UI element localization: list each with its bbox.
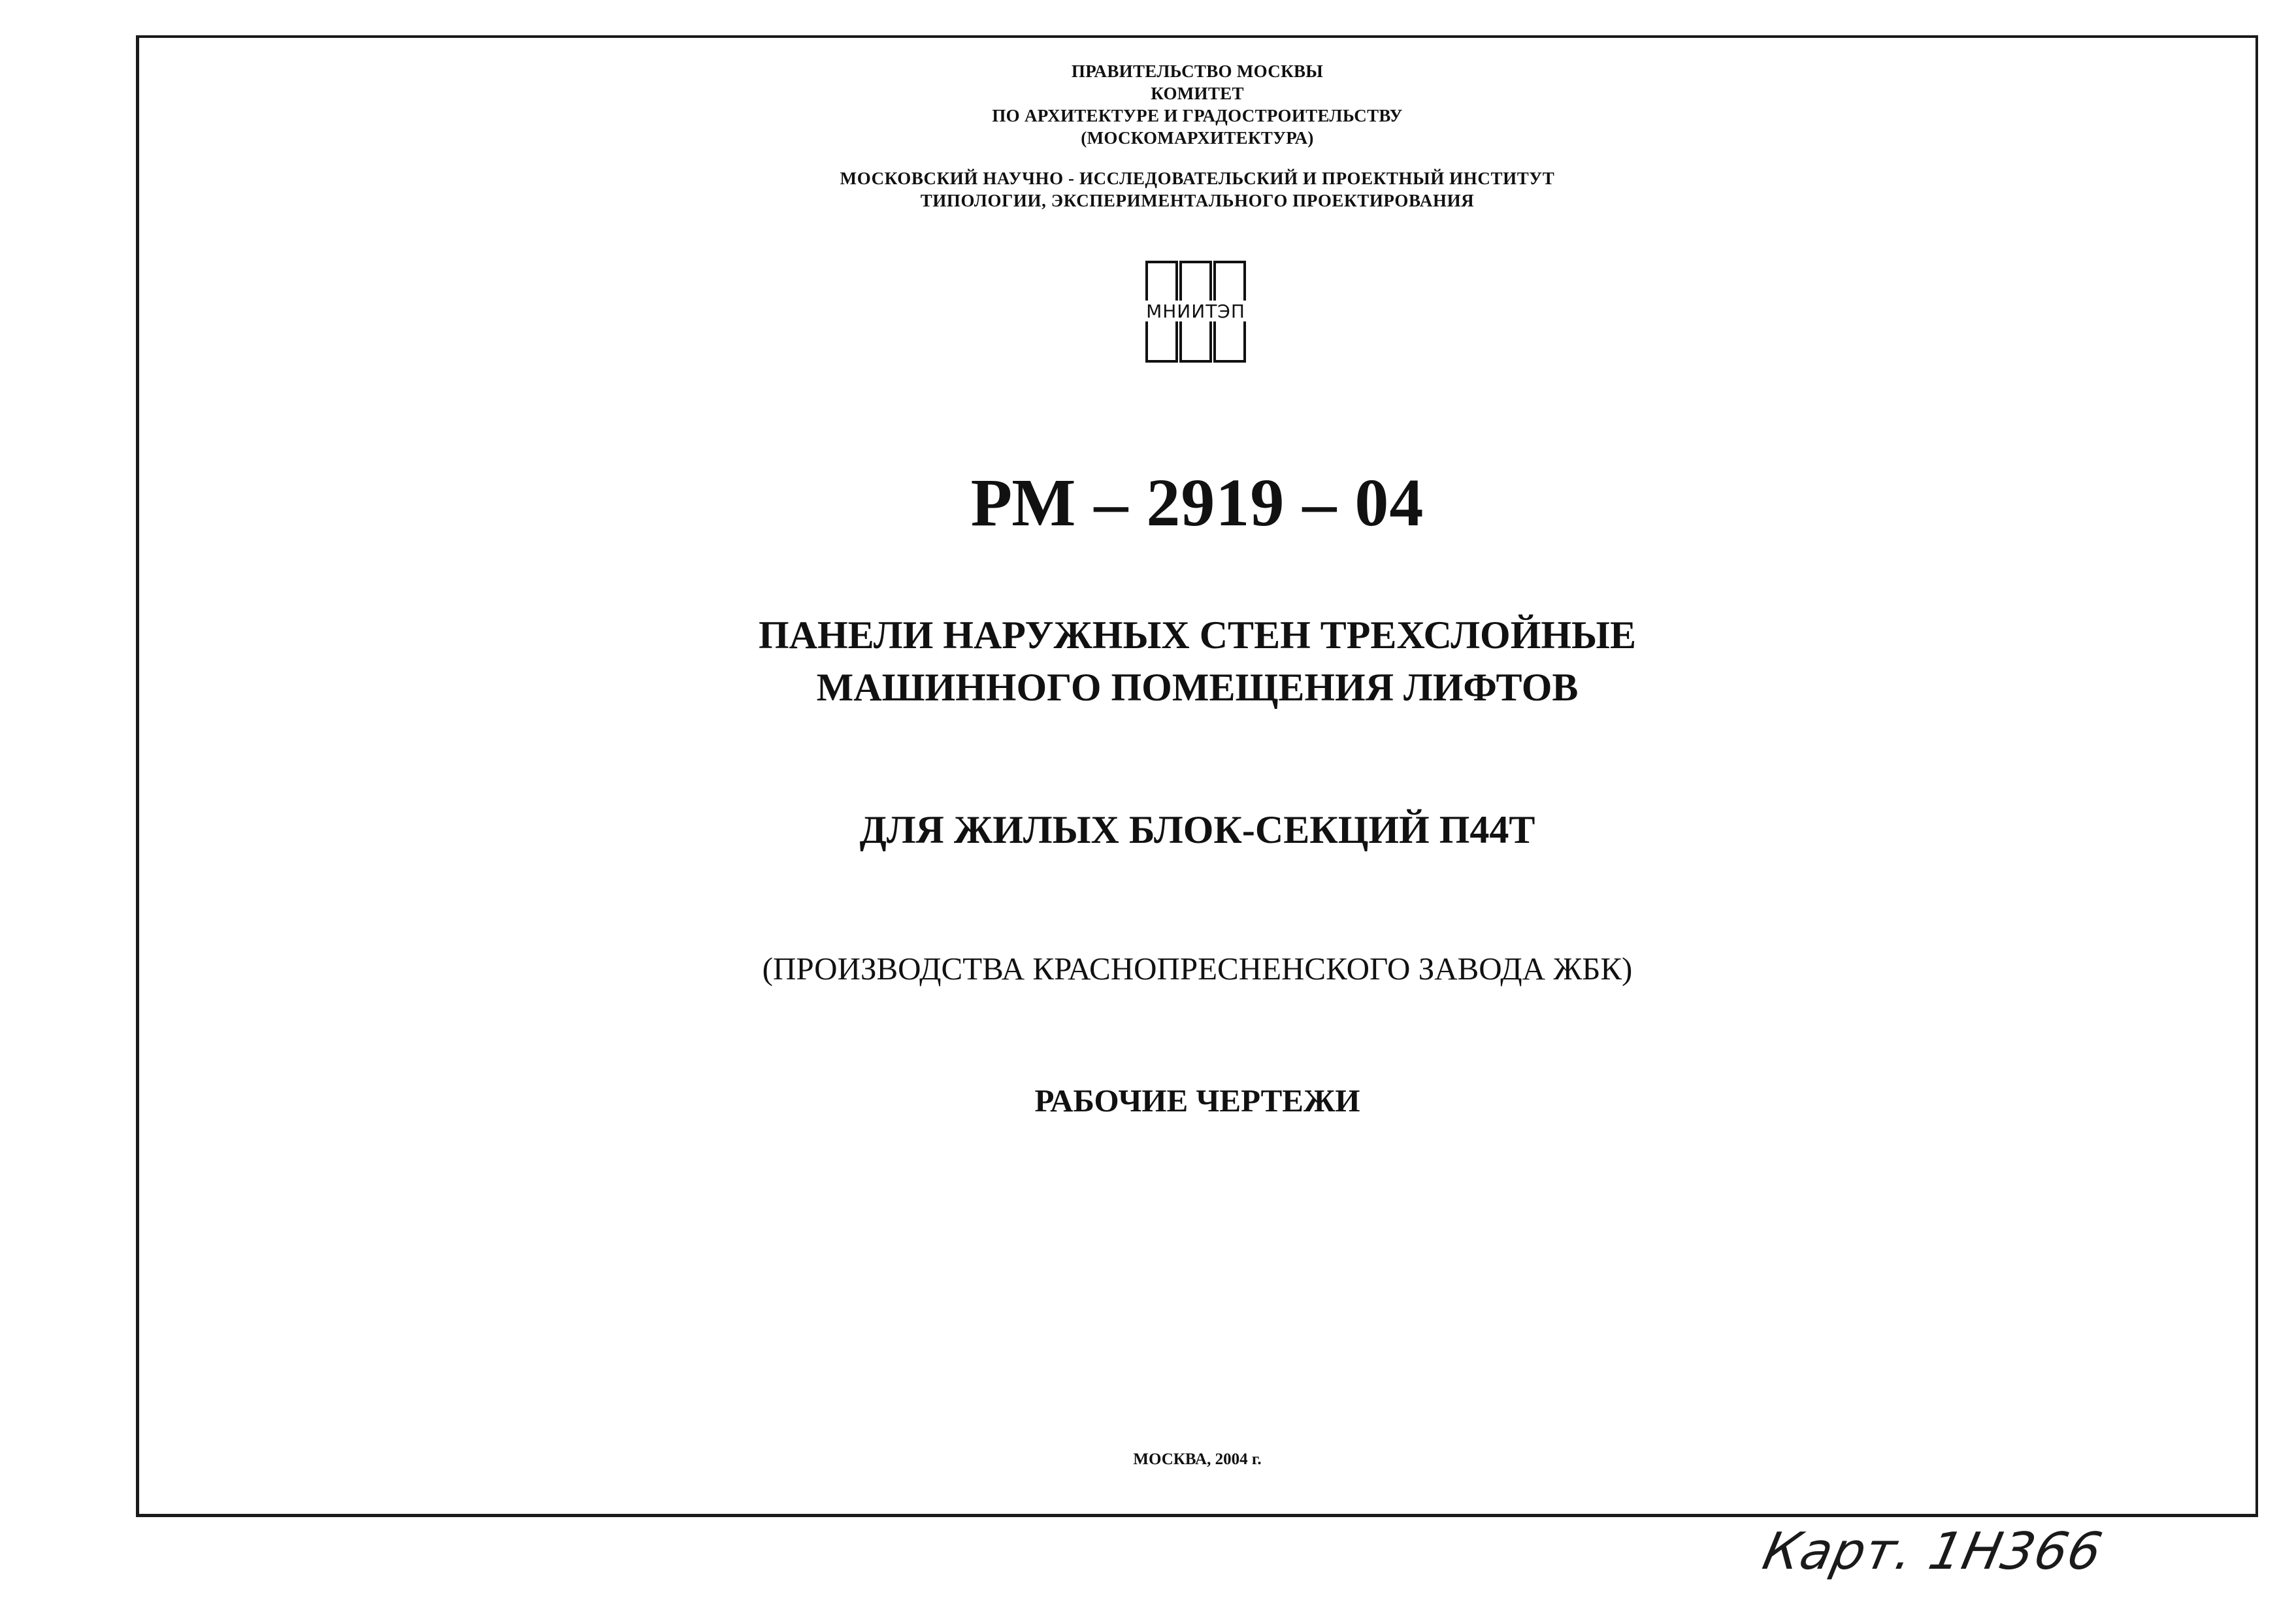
org-line-moskomarkhitektura: (МОСКОМАРХИТЕКТУРА)	[1081, 128, 1314, 148]
handwritten-archive-note: Карт. 1Н366	[1758, 1522, 2108, 1581]
org-line-government: ПРАВИТЕЛЬСТВО МОСКВЫ	[1071, 61, 1324, 81]
document-subtitle: ДЛЯ ЖИЛЫХ БЛОК-СЕКЦИЙ П44Т	[859, 808, 1535, 851]
logo-text: МНИИТЭП	[1146, 301, 1245, 322]
institute-line-name: МОСКОВСКИЙ НАУЧНО - ИССЛЕДОВАТЕЛЬСКИЙ И ПРОЕКТНЫЙ ИНСТИТУТ	[840, 169, 1555, 188]
org-line-committee: КОМИТЕТ	[1151, 84, 1244, 103]
document-manufacturer: (ПРОИЗВОДСТВА КРАСНОПРЕСНЕНСКОГО ЗАВОДА ЖБК)	[762, 951, 1633, 987]
org-line-architecture: ПО АРХИТЕКТУРЕ И ГРАДОСТРОИТЕЛЬСТВУ	[992, 106, 1403, 125]
place-and-year: МОСКВА, 2004 г.	[1133, 1450, 1262, 1468]
institute-line-typology: ТИПОЛОГИИ, ЭКСПЕРИМЕНТАЛЬНОГО ПРОЕКТИРОВАНИЯ	[920, 191, 1475, 210]
document-code: РМ – 2919 – 04	[970, 465, 1424, 540]
title-page-frame	[136, 35, 2258, 1517]
mniitep-logo-icon	[1145, 260, 1247, 363]
working-drawings-label: РАБОЧИЕ ЧЕРТЕЖИ	[1034, 1083, 1360, 1119]
document-title-line-2: МАШИННОГО ПОМЕЩЕНИЯ ЛИФТОВ	[816, 666, 1579, 709]
document-title-line-1: ПАНЕЛИ НАРУЖНЫХ СТЕН ТРЕХСЛОЙНЫЕ	[759, 614, 1636, 657]
